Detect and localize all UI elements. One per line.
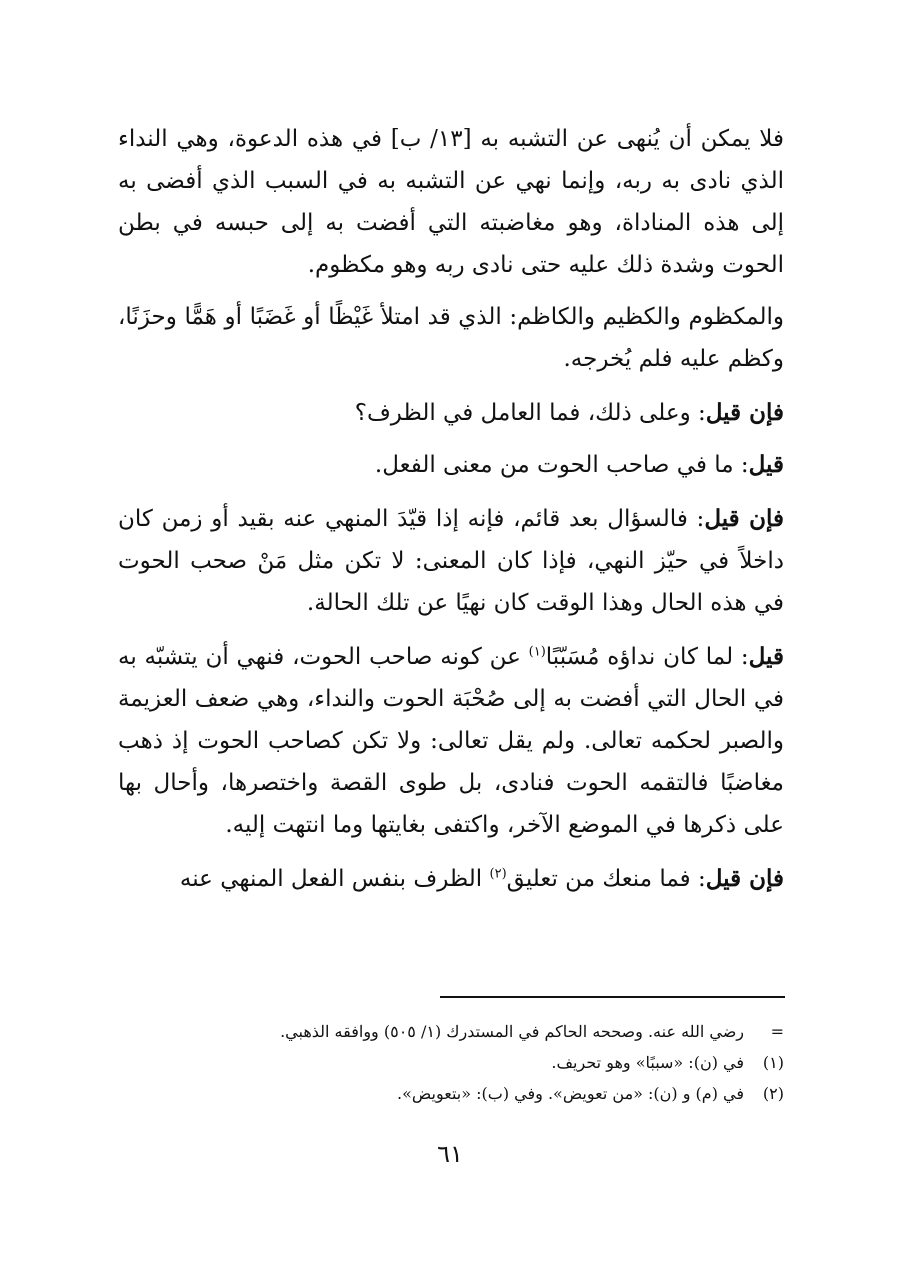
paragraph-6 xyxy=(118,636,784,846)
paragraph-4-lead: قيل xyxy=(748,451,784,478)
paragraph-5-lead: فإن قيل xyxy=(704,505,784,532)
footnote-marker: (١) xyxy=(762,1053,784,1072)
paragraph-6-lead: قيل xyxy=(748,643,784,670)
footnote-separator xyxy=(440,996,785,998)
paragraph-3-lead: فإن قيل xyxy=(705,399,784,426)
paragraph-7-lead: فإن قيل xyxy=(705,865,784,892)
paragraph-1 xyxy=(118,118,784,286)
footnote-marker: = xyxy=(770,1022,784,1041)
paragraph-2-text: والمكظوم والكظيم والكاظم: الذي قد امتلأ غَيْظًا أو غَضَبًا أو هَمًّا وحزَنًا، وكظم عليه فلم يُخرجه. xyxy=(118,304,784,372)
paragraph-7 xyxy=(118,858,784,900)
footnote-ref-1: (١) xyxy=(528,644,546,660)
paragraph-3 xyxy=(118,392,784,434)
paragraph-3-text: : وعلى ذلك، فما العامل في الظرف؟ xyxy=(354,400,706,426)
footnote-2 xyxy=(118,1078,784,1109)
paragraph-6-text-after: عن كونه صاحب الحوت، فنهي أن يتشبّه به في الحال التي أفضت به إلى صُحْبَة الحوت والنداء، وهي ضعف العزيمة والصبر لحكمه تعالى. ولم يقل تعالى: ولا تكن كصاحب الحوت إذ ذهب مغاضبًا فالتقمه الحوت فنادى، بل طوى القصة واختصرها، وأحال بها على ذكرها في الموضع الآخر، واكتفى بغايتها وما انتهت إليه. xyxy=(118,644,784,838)
page-number: ٦١ xyxy=(437,1140,463,1168)
paragraph-7-text-before: : فما منعك من تعليق xyxy=(506,866,706,892)
paragraph-7-text-after: الظرف بنفس الفعل المنهي عنه xyxy=(179,866,490,892)
paragraph-5 xyxy=(118,498,784,624)
footnote-ref-2: (٢) xyxy=(489,866,507,882)
paragraph-4 xyxy=(118,444,784,486)
page-body xyxy=(118,118,784,900)
paragraph-2 xyxy=(118,296,784,380)
paragraph-6-text-before: : لما كان نداؤه مُسَبّبًا xyxy=(545,644,749,670)
footnote-marker: (٢) xyxy=(762,1084,784,1103)
paragraph-4-text: : ما في صاحب الحوت من معنى الفعل. xyxy=(374,452,749,478)
footnote-text: في (ن): «سببًا» وهو تحريف. xyxy=(551,1053,744,1072)
paragraph-1-text: فلا يمكن أن يُنهى عن التشبه به [١٣/ ب] في هذه الدعوة، وهي النداء الذي نادى به ربه، وإنما نهي عن التشبه به في السبب الذي أفضى به إلى هذه المناداة، وهو مغاضبته التي أفضت به إلى حبسه في بطن الحوت وشدة ذلك عليه حتى نادى ربه وهو مكظوم. xyxy=(118,126,785,278)
footnote-text: رضي الله عنه. وصححه الحاكم في المستدرك (١/ ٥٠٥) ووافقه الذهبي. xyxy=(280,1022,744,1041)
footnote-text: في (م) و (ن): «من تعويض». وفي (ب): «بتعويض». xyxy=(397,1084,744,1103)
footnotes xyxy=(118,1016,784,1109)
paragraph-5-text: : فالسؤال بعد قائم، فإنه إذا قيّدَ المنهي عنه بقيد أو زمن كان داخلاً في حيّز النهي، فإذا كان المعنى: لا تكن مثل مَنْ صحب الحوت في هذه الحال وهذا الوقت كان نهيًا عن تلك الحالة. xyxy=(118,506,784,616)
footnote-continued xyxy=(118,1016,784,1047)
footnote-1 xyxy=(118,1047,784,1078)
